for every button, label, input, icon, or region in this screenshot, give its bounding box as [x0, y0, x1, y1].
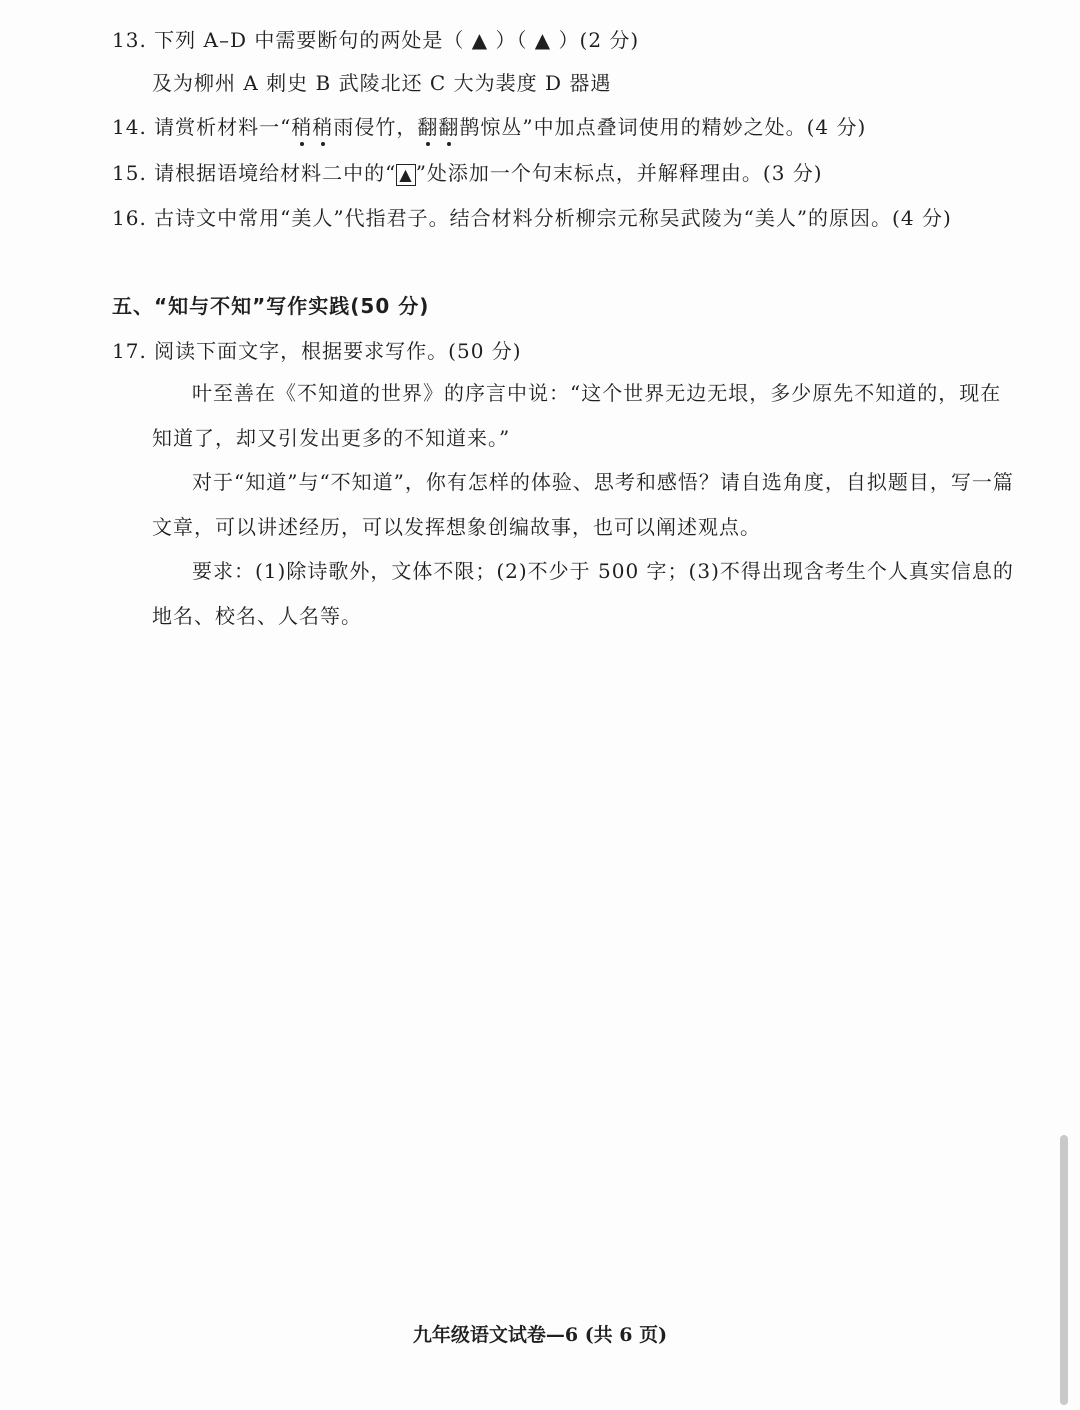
emphasized-char: 翻 [417, 115, 439, 139]
question-17-quote-line-1: 叶至善在《不知道的世界》的序言中说：“这个世界无边无垠，多少原先不知道的，现在 [192, 381, 1002, 405]
question-15-prefix: 15. 请根据语境给材料二中的“ [112, 161, 397, 185]
question-17-stem: 17. 阅读下面文字，根据要求写作。(50 分) [112, 339, 522, 363]
question-14-mid: 雨侵竹， [333, 115, 418, 139]
question-15 [112, 158, 823, 188]
emphasized-char: 稍 [312, 115, 334, 139]
emphasized-char: 翻 [438, 115, 460, 139]
question-13-stem: 13. 下列 A–D 中需要断句的两处是（ ▲ ）（ ▲ ）(2 分) [112, 28, 640, 52]
triangle-box-icon: ▲ [396, 164, 415, 186]
question-17-requirements-line-2: 地名、校名、人名等。 [152, 604, 362, 628]
question-17-quote-line-2: 知道了，却又引发出更多的不知道来。” [152, 426, 511, 450]
question-14-suffix: 鹊惊丛”中加点叠词使用的精妙之处。(4 分) [459, 115, 867, 139]
question-17-prompt-line-2: 文章，可以讲述经历，可以发挥想象创编故事，也可以阐述观点。 [152, 515, 761, 539]
page-footer: 九年级语文试卷—6 (共 6 页) [412, 1324, 668, 1346]
section-5-heading: 五、“知与不知”写作实践(50 分) [112, 294, 430, 318]
emphasized-char: 稍 [291, 115, 313, 139]
question-15-suffix: ”处添加一个句末标点，并解释理由。(3 分) [415, 161, 823, 185]
question-14-prefix: 14. 请赏析材料一“ [112, 115, 292, 139]
question-13-sentence: 及为柳州 A 刺史 B 武陵北还 C 大为裴度 D 器遇 [152, 71, 612, 95]
question-16: 16. 古诗文中常用“美人”代指君子。结合材料分析柳宗元称吴武陵为“美人”的原因。(4 分) [112, 206, 952, 230]
question-14 [112, 112, 866, 142]
scrollbar-thumb[interactable] [1060, 1135, 1068, 1405]
question-17-prompt-line-1: 对于“知道”与“不知道”，你有怎样的体验、思考和感悟？请自选角度，自拟题目，写一篇 [192, 470, 1014, 494]
question-17-requirements-line-1: 要求：(1)除诗歌外，文体不限；(2)不少于 500 字；(3)不得出现含考生个人真实信息的 [192, 559, 1014, 583]
